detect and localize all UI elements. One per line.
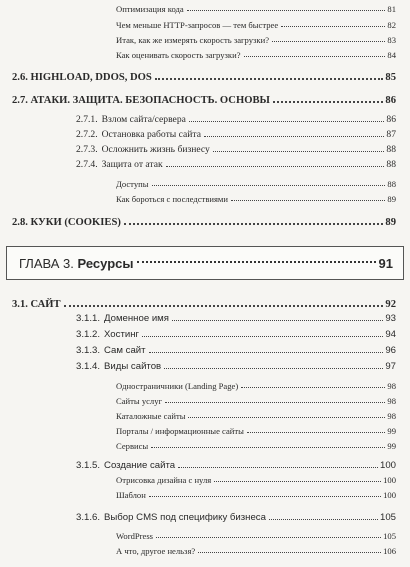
toc-section-2-6[interactable]: [12, 69, 396, 83]
section-title: 2.8. КУКИ (COOKIES): [12, 217, 121, 228]
subsection-page: 87: [386, 129, 396, 140]
toc-subsection[interactable]: [76, 112, 396, 125]
subsection-number: 2.7.1.: [76, 114, 98, 125]
subsection-number: 2.7.4.: [76, 159, 98, 170]
toc-entry-page: 106: [383, 546, 396, 556]
subsection-page: 105: [379, 512, 396, 523]
toc-entry-title: Сервисы: [116, 441, 149, 451]
toc-entry[interactable]: [116, 33, 396, 45]
dot-leader: [189, 121, 385, 122]
section-page: 86: [385, 95, 396, 106]
dot-leader: [281, 26, 385, 27]
toc-entry-page: 89: [387, 194, 396, 204]
chapter-heading[interactable]: [6, 246, 404, 280]
subsection-number: 3.1.2.: [76, 329, 101, 340]
subsection-number: 3.1.1.: [76, 313, 101, 324]
toc-entry[interactable]: [116, 48, 396, 60]
subsection-number: 3.1.6.: [76, 512, 101, 523]
toc-entry[interactable]: [116, 379, 396, 391]
subsection-title: Защита от атак: [101, 159, 163, 170]
chapter-label: ГЛАВА 3.: [19, 255, 74, 271]
toc-section-2-7[interactable]: [12, 92, 396, 106]
toc-subsection[interactable]: [76, 359, 396, 372]
subsection-number: 3.1.3.: [76, 345, 101, 356]
subsection-title: Виды сайтов: [104, 361, 162, 372]
toc-subsection[interactable]: [76, 157, 396, 170]
subsection-number: 2.7.3.: [76, 144, 98, 155]
toc-entry[interactable]: [116, 409, 396, 421]
toc-entry[interactable]: [116, 488, 396, 500]
toc-entry-page: 98: [387, 411, 396, 421]
section-title: 2.6. HIGHLOAD, DDOS, DOS: [12, 72, 152, 83]
dot-leader: [188, 417, 385, 418]
toc-entry-page: 98: [387, 396, 396, 406]
dot-leader: [269, 519, 378, 520]
subsection-number: 3.1.4.: [76, 361, 101, 372]
dot-leader: [142, 336, 383, 337]
toc-entry-title: Шаблон: [116, 490, 146, 500]
toc-entry[interactable]: [116, 2, 396, 14]
toc-subsection[interactable]: [76, 458, 396, 471]
toc-entry-title: Как оценивать скорость загрузки?: [116, 50, 241, 60]
dot-leader: [273, 101, 384, 103]
subsection-page: 88: [386, 144, 396, 155]
subsection-title: Доменное имя: [104, 313, 169, 324]
dot-leader: [64, 305, 384, 307]
toc-entry-title: WordPress: [116, 531, 154, 541]
section-page: 92: [385, 299, 396, 310]
toc-entry[interactable]: [116, 394, 396, 406]
dot-leader: [241, 387, 385, 388]
toc-section-2-8[interactable]: [12, 214, 396, 228]
subsection-page: 93: [385, 313, 396, 324]
subsection-page: 96: [385, 345, 396, 356]
subsection-title: Выбор CMS под специфику бизнеса: [104, 512, 266, 523]
toc-entry[interactable]: [116, 177, 396, 189]
toc-entry[interactable]: [116, 192, 396, 204]
toc-entry-title: А что, другое нельзя?: [116, 546, 196, 556]
dot-leader: [149, 352, 384, 353]
subsection-number: 3.1.5.: [76, 460, 101, 471]
section-title: 3.1. САЙТ: [12, 299, 61, 310]
dot-leader: [155, 78, 384, 80]
dot-leader: [247, 432, 386, 433]
subsection-title: Создание сайта: [104, 460, 176, 471]
toc-entry-page: 100: [383, 475, 396, 485]
subsection-title: Сам сайт: [104, 345, 146, 356]
toc-entry-title: Чем меньше HTTP-запросов — тем быстрее: [116, 20, 279, 30]
chapter-page: 91: [378, 255, 393, 271]
dot-leader: [149, 496, 381, 497]
dot-leader: [152, 185, 386, 186]
toc-entry[interactable]: [116, 544, 396, 556]
dot-leader: [137, 261, 375, 263]
subsection-title: Остановка работы сайта: [101, 129, 201, 140]
toc-subsection[interactable]: [76, 327, 396, 340]
toc-subsection[interactable]: [76, 343, 396, 356]
subsection-title: Хостинг: [104, 329, 139, 340]
dot-leader: [165, 402, 385, 403]
toc-entry-title: Порталы / информационные сайты: [116, 426, 244, 436]
toc-entry-title: Как бороться с последствиями: [116, 194, 228, 204]
toc-entry[interactable]: [116, 18, 396, 30]
section-title: 2.7. АТАКИ. ЗАЩИТА. БЕЗОПАСНОСТЬ. ОСНОВЫ: [12, 95, 270, 106]
toc-subsection[interactable]: [76, 127, 396, 140]
toc-entry[interactable]: [116, 473, 396, 485]
dot-leader: [151, 447, 385, 448]
dot-leader: [172, 320, 383, 321]
toc-entry-page: 99: [387, 426, 396, 436]
toc-entry-title: Отрисовка дизайна с нуля: [116, 475, 212, 485]
section-page: 89: [385, 217, 396, 228]
dot-leader: [124, 223, 384, 225]
subsection-page: 86: [386, 114, 396, 125]
toc-entry[interactable]: [116, 529, 396, 541]
toc-entry-page: 81: [387, 4, 396, 14]
toc-entry-title: Сайты услуг: [116, 396, 163, 406]
toc-subsection[interactable]: [76, 311, 396, 324]
toc-entry-page: 100: [383, 490, 396, 500]
dot-leader: [187, 10, 386, 11]
dot-leader: [204, 136, 384, 137]
subsection-title: Взлом сайта/сервера: [101, 114, 186, 125]
chapter-title: Ресурсы: [77, 255, 134, 271]
toc-entry-page: 99: [387, 441, 396, 451]
chapter-title-wrap: [19, 256, 133, 271]
toc-entry-page: 105: [383, 531, 396, 541]
toc-subsection[interactable]: [76, 142, 396, 155]
dot-leader: [198, 552, 381, 553]
toc-entry-page: 98: [387, 381, 396, 391]
toc-entry[interactable]: [116, 424, 396, 436]
dot-leader: [214, 481, 381, 482]
toc-entry-page: 83: [387, 35, 396, 45]
toc-entry-title: Одностраничники (Landing Page): [116, 381, 239, 391]
toc-entry[interactable]: [116, 439, 396, 451]
subsection-page: 88: [386, 159, 396, 170]
toc-entry-title: Доступы: [116, 179, 149, 189]
toc-entry-title: Оптимизация кода: [116, 4, 184, 14]
toc-subsection[interactable]: [76, 510, 396, 523]
dot-leader: [156, 537, 381, 538]
dot-leader: [213, 151, 385, 152]
subsection-page: 94: [385, 329, 396, 340]
dot-leader: [244, 56, 386, 57]
subsection-page: 100: [379, 460, 396, 471]
dot-leader: [178, 467, 378, 468]
dot-leader: [164, 368, 383, 369]
toc-entry-page: 82: [387, 20, 396, 30]
dot-leader: [272, 41, 385, 42]
dot-leader: [231, 200, 385, 201]
toc-entry-title: Каталожные сайты: [116, 411, 186, 421]
subsection-page: 97: [385, 361, 396, 372]
toc-entry-page: 88: [387, 179, 396, 189]
dot-leader: [166, 166, 385, 167]
section-page: 85: [385, 72, 396, 83]
subsection-title: Осложнить жизнь бизнесу: [101, 144, 210, 155]
toc-section-3-1[interactable]: [12, 296, 396, 310]
toc-entry-page: 84: [387, 50, 396, 60]
toc-entry-title: Итак, как же измерять скорость загрузки?: [116, 35, 270, 45]
subsection-number: 2.7.2.: [76, 129, 98, 140]
